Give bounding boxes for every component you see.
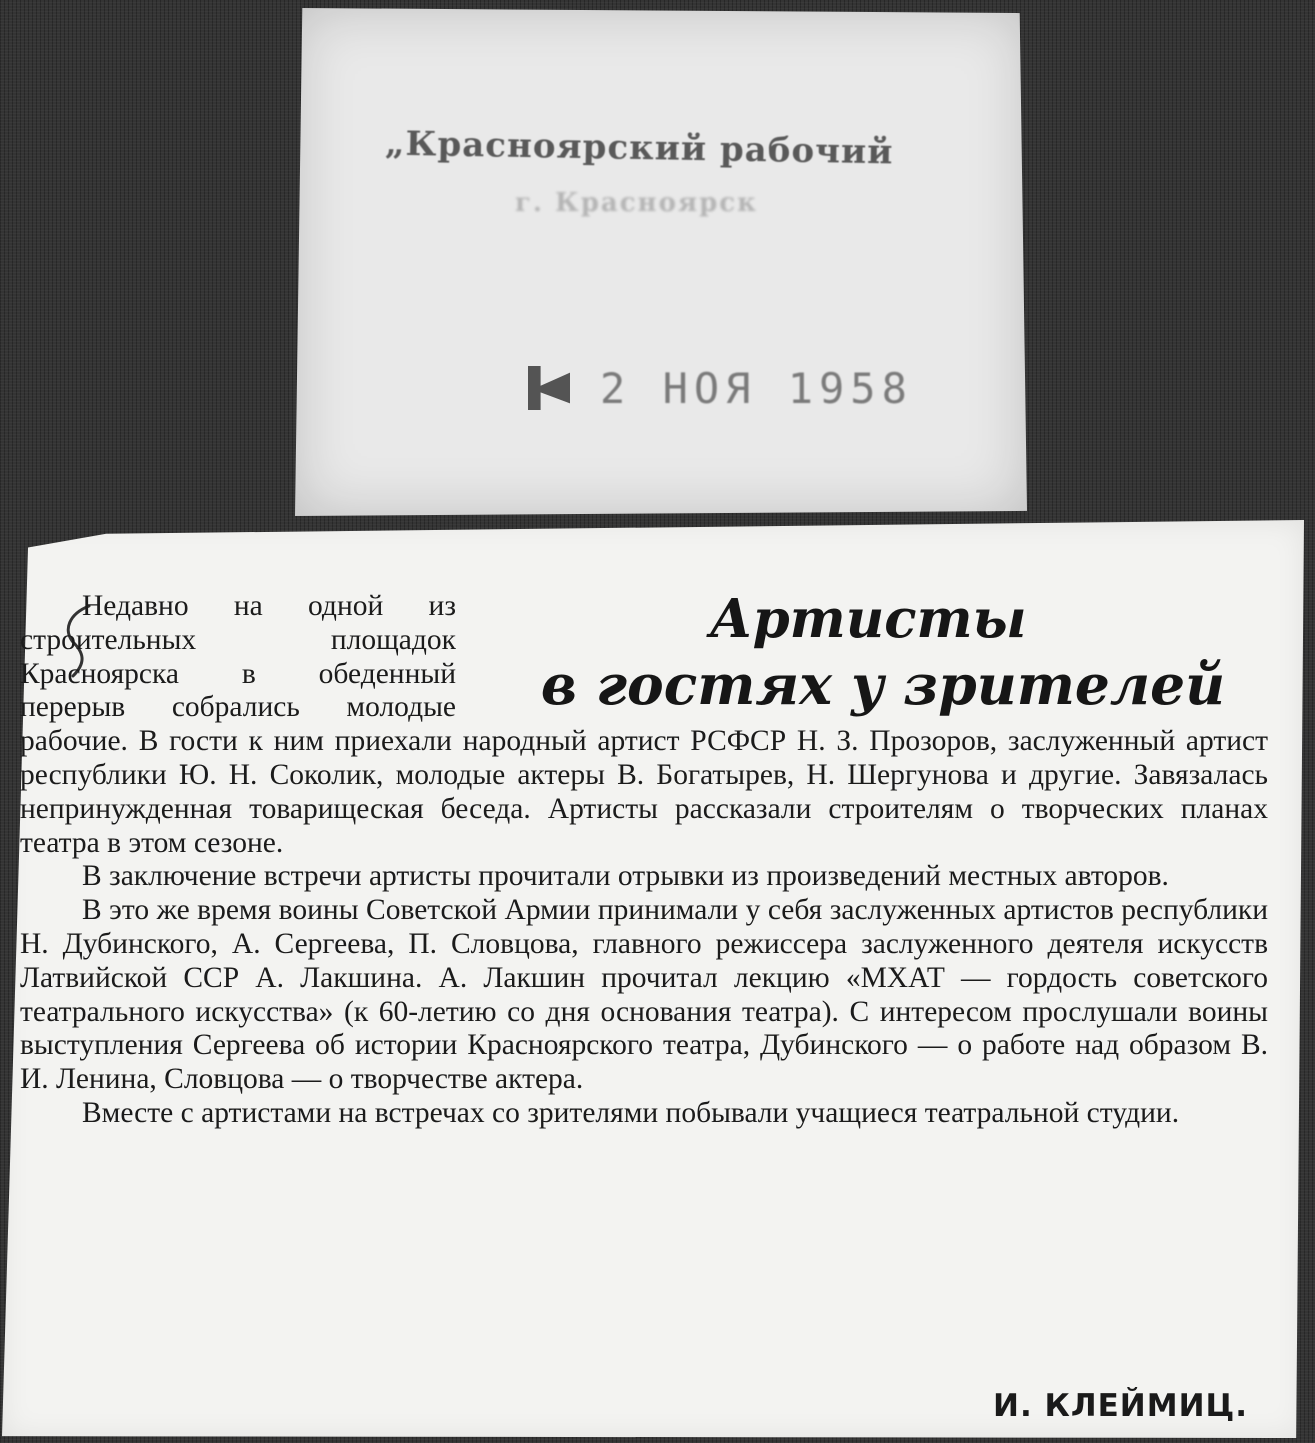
headline (468, 586, 1268, 718)
headline-line-1: Артисты (709, 588, 1027, 650)
newspaper-stamp-city: г. Красноярск (515, 188, 758, 218)
headline-line-2: в гостях у зрителей (540, 652, 1226, 717)
date-stamp: 2 НОЯ 1958 (600, 364, 913, 413)
article-paragraph: В это же время воины Советской Армии принимали у себя заслуженных артистов республики Н. Дубинского, А. Сергеева, П. Словцова, главного режиссера заслуженного деятеля искусств Латвийской ССР А. Лакшина. А. Лакшин прочитал лекцию «МХАТ — гордость советского театрального искусства» (к 60-летию со дня основания театра). С интересом прослушали воины выступления Сергеева об истории Красноярского театра, Дубинского — о работе над образом В. И. Ленина, Словцова — о творчестве актера. (20, 894, 1268, 1096)
article (20, 590, 1268, 1131)
newspaper-stamp-title: „Красноярский рабочий (384, 123, 894, 173)
author-signature: И. КЛЕЙМИЦ. (993, 1388, 1249, 1424)
article-paragraph: Вместе с артистами на встречах со зрителями побывали учащиеся театральной студии. (82, 1096, 1180, 1129)
stamp-slip (295, 8, 1027, 516)
article-paragraph: В заключение встречи артисты прочитали отрывки из произведений местных авторов. (82, 860, 1169, 893)
article-paragraph: Недавно на одной из строительных площадок Красноярска в обеденный перерыв собрались молодые рабочие. В гости к ним приехали народный артист РСФСР Н. З. Прозоров, заслуженный артист республики Ю. Н. Соколик, молодые актеры В. Богатырев, Н. Шергунова и другие. Завязалась непринужденная товарищеская беседа. Артисты рассказали строителям о творческих планах театра в этом сезоне. (20, 590, 1268, 859)
